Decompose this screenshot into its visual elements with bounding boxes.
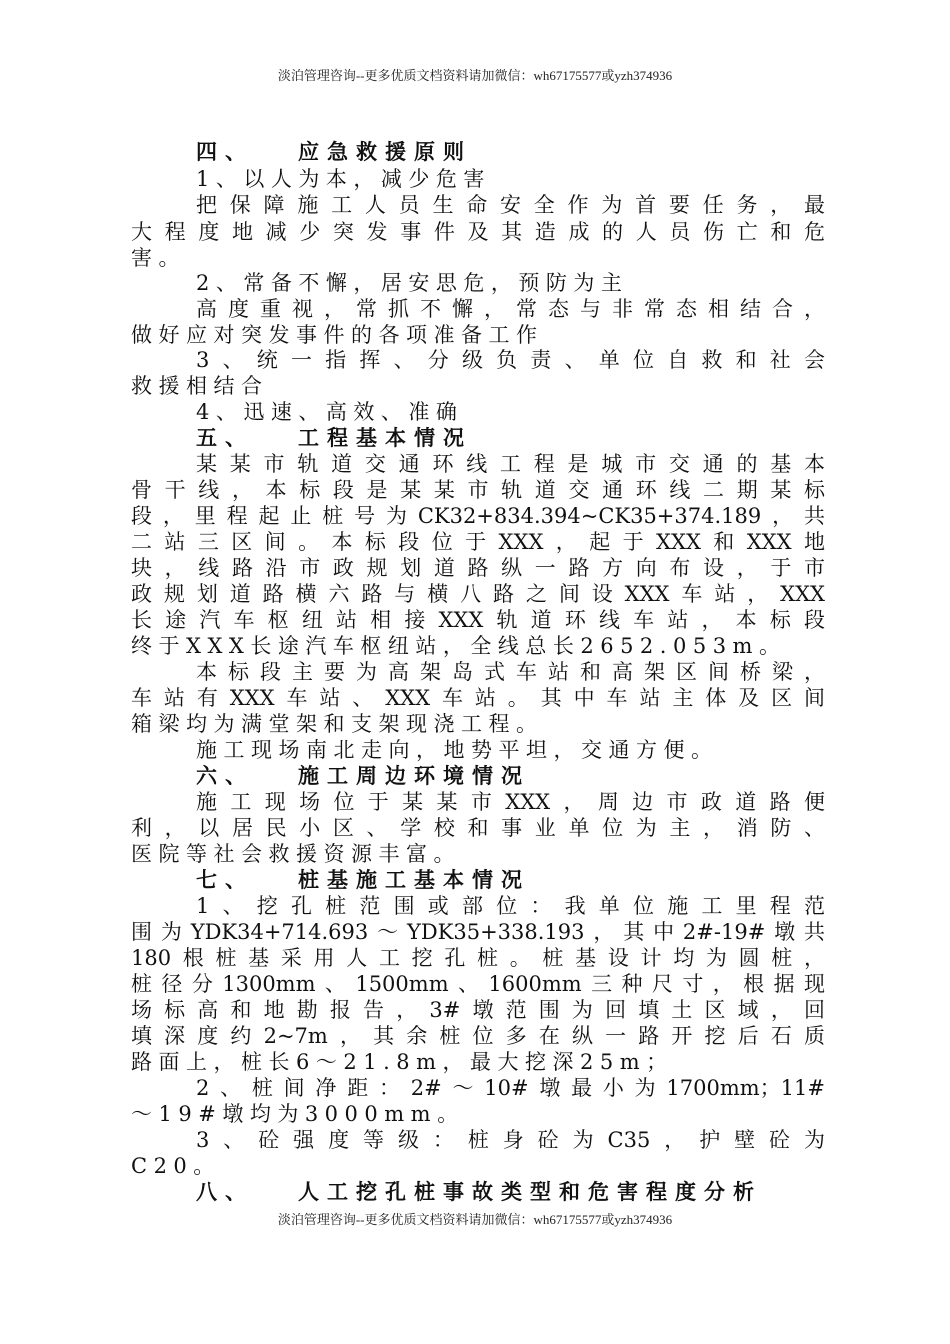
paragraph-line: 高度重视，常抓不懈，常态与非常态相结合， <box>196 297 825 321</box>
page-header: 淡泊管理咨询--更多优质文档资料请加微信：wh67175577或yzh374936 <box>277 68 673 83</box>
paragraph-line: 施工现场位于某某市XXX，周边市政道路便 <box>196 790 825 814</box>
paragraph-line: 3、砼强度等级：桩身砼为C35，护壁砼为 <box>196 1128 825 1152</box>
page-footer: 淡泊管理咨询--更多优质文档资料请加微信：wh67175577或yzh374936 <box>277 1212 673 1227</box>
paragraph-line: 场标高和地勘报告，3#墩范围为回填土区域，回 <box>131 998 825 1022</box>
paragraph-line: 2、桩间净距：2#～10#墩最小为1700mm；11# <box>196 1076 825 1100</box>
paragraph-line: 3、统一指挥、分级负责、单位自救和社会 <box>196 348 825 372</box>
paragraph-line: 本标段主要为高架岛式车站和高架区间桥梁， <box>196 660 825 684</box>
paragraph-line: 骨干线，本标段是某某市轨道交通环线二期某标 <box>131 478 825 502</box>
paragraph-line: 1、挖孔桩范围或部位：我单位施工里程范 <box>196 894 825 918</box>
section-heading-4: 四、 应急救援原则 <box>196 139 472 164</box>
section-heading-7: 七、 桩基施工基本情况 <box>196 867 530 892</box>
paragraph-line: 1、以人为本，减少危害 <box>196 167 491 191</box>
paragraph-line: 害。 <box>131 246 186 270</box>
paragraph-line: 医院等社会救援资源丰富。 <box>131 842 461 866</box>
paragraph-line: 180根桩基采用人工挖孔桩。桩基设计均为圆桩， <box>131 946 825 970</box>
paragraph-line: 长途汽车枢纽站相接XXX轨道环线车站，本标段 <box>131 608 825 632</box>
paragraph-line: C20。 <box>131 1154 221 1178</box>
paragraph-line: 政规划道路横六路与横八路之间设XXX车站，XXX <box>131 582 825 606</box>
paragraph-line: 2、常备不懈，居安思危，预防为主 <box>196 271 629 295</box>
paragraph-line: 车站有XXX车站、XXX车站。其中车站主体及区间 <box>131 686 825 710</box>
section-heading-6: 六、 施工周边环境情况 <box>196 763 530 788</box>
section-heading-8: 八、 人工挖孔桩事故类型和危害程度分析 <box>196 1179 762 1204</box>
section-heading-5: 五、 工程基本情况 <box>196 425 472 450</box>
paragraph-line: 箱梁均为满堂架和支架现浇工程。 <box>131 712 544 736</box>
paragraph-line: 填深度约2~7m，其余桩位多在纵一路开挖后石质 <box>131 1024 825 1048</box>
paragraph-line: ～19#墩均为3000mm。 <box>131 1102 465 1126</box>
paragraph-line: 救援相结合 <box>131 374 269 398</box>
paragraph-line: 某某市轨道交通环线工程是城市交通的基本 <box>196 452 825 476</box>
paragraph-line: 利，以居民小区、学校和事业单位为主，消防、 <box>131 816 825 840</box>
paragraph-line: 4、迅速、高效、准确 <box>196 400 464 424</box>
paragraph-line: 段，里程起止桩号为CK32+834.394~CK35+374.189，共 <box>131 504 825 528</box>
paragraph-line: 围为YDK34+714.693～YDK35+338.193，其中2#-19#墩共 <box>131 920 825 944</box>
paragraph-line: 施工现场南北走向，地势平坦，交通方便。 <box>196 738 719 762</box>
paragraph-line: 终于XXX长途汽车枢纽站，全线总长2652.053m。 <box>131 634 787 658</box>
paragraph-line: 二站三区间。本标段位于XXX，起于XXX和XXX地 <box>131 530 825 554</box>
paragraph-line: 做好应对突发事件的各项准备工作 <box>131 323 544 347</box>
paragraph-line: 路面上，桩长6～21.8m，最大挖深25m； <box>131 1050 674 1074</box>
paragraph-line: 大程度地减少突发事件及其造成的人员伤亡和危 <box>131 220 825 244</box>
paragraph-line: 块，线路沿市政规划道路纵一路方向布设，于市 <box>131 556 825 580</box>
paragraph-line: 把保障施工人员生命安全作为首要任务，最 <box>196 193 825 217</box>
paragraph-line: 桩径分1300mm、1500mm、1600mm三种尺寸，根据现 <box>131 972 825 996</box>
